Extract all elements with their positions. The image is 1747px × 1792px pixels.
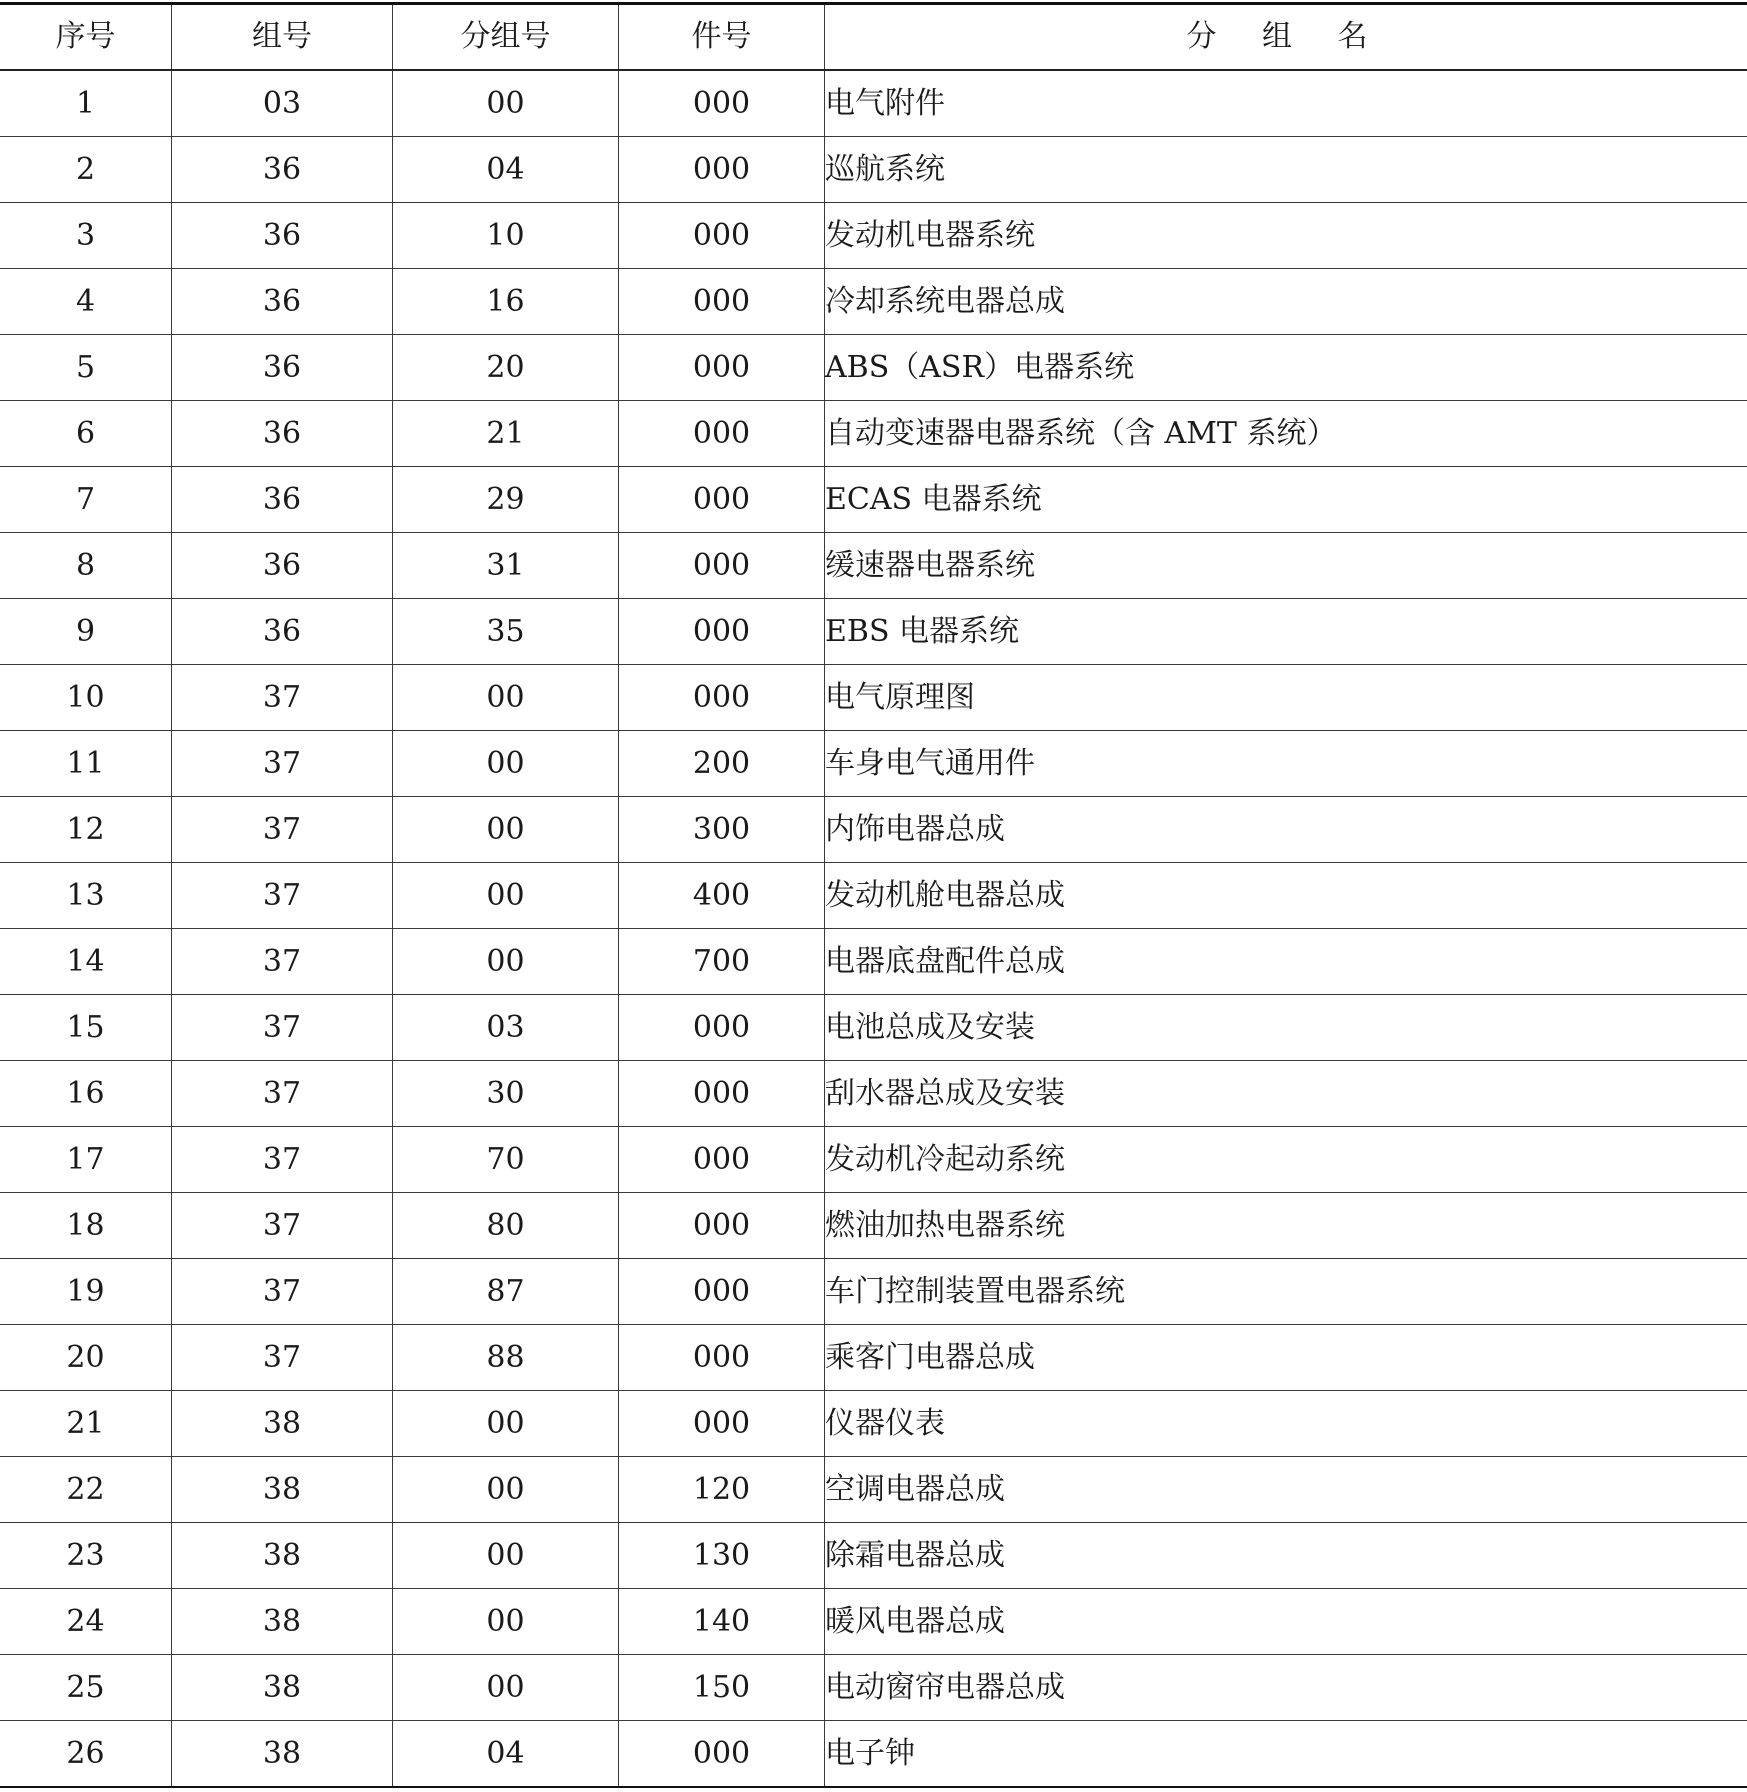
cell-subgroup: 16 (393, 269, 619, 335)
table-row (0, 269, 1747, 335)
cell-name: 冷却系统电器总成 (825, 269, 1747, 335)
table-row (0, 335, 1747, 401)
cell-part: 700 (619, 929, 825, 995)
cell-index: 20 (0, 1325, 172, 1391)
cell-part: 150 (619, 1655, 825, 1721)
cell-index: 17 (0, 1127, 172, 1193)
cell-name: ABS（ASR）电器系统 (825, 335, 1747, 401)
table-row (0, 731, 1747, 797)
cell-group: 37 (172, 1061, 393, 1127)
cell-index: 11 (0, 731, 172, 797)
cell-group: 37 (172, 797, 393, 863)
cell-name: 电动窗帘电器总成 (825, 1655, 1747, 1721)
cell-group: 37 (172, 1127, 393, 1193)
cell-part: 000 (619, 137, 825, 203)
cell-subgroup: 03 (393, 995, 619, 1061)
cell-part: 000 (619, 1721, 825, 1788)
table-body (0, 70, 1747, 1787)
cell-name: 刮水器总成及安装 (825, 1061, 1747, 1127)
cell-subgroup: 35 (393, 599, 619, 665)
cell-name: 巡航系统 (825, 137, 1747, 203)
cell-subgroup: 30 (393, 1061, 619, 1127)
cell-subgroup: 70 (393, 1127, 619, 1193)
cell-subgroup: 00 (393, 1655, 619, 1721)
cell-index: 2 (0, 137, 172, 203)
cell-part: 000 (619, 1325, 825, 1391)
cell-part: 000 (619, 533, 825, 599)
cell-subgroup: 21 (393, 401, 619, 467)
cell-group: 37 (172, 1193, 393, 1259)
cell-index: 13 (0, 863, 172, 929)
cell-group: 38 (172, 1391, 393, 1457)
cell-part: 000 (619, 995, 825, 1061)
table-row (0, 599, 1747, 665)
cell-index: 10 (0, 665, 172, 731)
cell-part: 400 (619, 863, 825, 929)
cell-part: 000 (619, 401, 825, 467)
cell-index: 9 (0, 599, 172, 665)
table-row (0, 1655, 1747, 1721)
cell-group: 37 (172, 1259, 393, 1325)
cell-name: 电池总成及安装 (825, 995, 1747, 1061)
cell-group: 03 (172, 70, 393, 137)
cell-part: 300 (619, 797, 825, 863)
cell-index: 23 (0, 1523, 172, 1589)
cell-group: 37 (172, 731, 393, 797)
cell-part: 130 (619, 1523, 825, 1589)
cell-name: 空调电器总成 (825, 1457, 1747, 1523)
cell-part: 120 (619, 1457, 825, 1523)
header-subgroup: 分组号 (393, 4, 619, 71)
table-row (0, 995, 1747, 1061)
cell-name: 发动机舱电器总成 (825, 863, 1747, 929)
cell-name: 电子钟 (825, 1721, 1747, 1788)
header-part: 件号 (619, 4, 825, 71)
cell-part: 000 (619, 665, 825, 731)
cell-subgroup: 80 (393, 1193, 619, 1259)
cell-name: 燃油加热电器系统 (825, 1193, 1747, 1259)
table-row (0, 1589, 1747, 1655)
cell-group: 36 (172, 467, 393, 533)
cell-group: 37 (172, 929, 393, 995)
cell-name: 缓速器电器系统 (825, 533, 1747, 599)
cell-name: 电气附件 (825, 70, 1747, 137)
table-row (0, 929, 1747, 995)
cell-index: 15 (0, 995, 172, 1061)
table-row (0, 1457, 1747, 1523)
cell-index: 16 (0, 1061, 172, 1127)
table-row (0, 1259, 1747, 1325)
cell-group: 37 (172, 995, 393, 1061)
cell-group: 38 (172, 1721, 393, 1788)
parts-group-table (0, 2, 1747, 1788)
cell-index: 7 (0, 467, 172, 533)
cell-group: 36 (172, 203, 393, 269)
cell-name: 车门控制装置电器系统 (825, 1259, 1747, 1325)
cell-part: 140 (619, 1589, 825, 1655)
table-row (0, 797, 1747, 863)
cell-part: 200 (619, 731, 825, 797)
cell-name: 发动机电器系统 (825, 203, 1747, 269)
cell-index: 19 (0, 1259, 172, 1325)
cell-part: 000 (619, 599, 825, 665)
cell-subgroup: 10 (393, 203, 619, 269)
cell-index: 1 (0, 70, 172, 137)
cell-part: 000 (619, 335, 825, 401)
cell-subgroup: 04 (393, 137, 619, 203)
table-header (0, 4, 1747, 71)
cell-name: EBS 电器系统 (825, 599, 1747, 665)
header-index: 序号 (0, 4, 172, 71)
cell-index: 18 (0, 1193, 172, 1259)
cell-index: 14 (0, 929, 172, 995)
cell-part: 000 (619, 1127, 825, 1193)
cell-group: 38 (172, 1523, 393, 1589)
cell-subgroup: 04 (393, 1721, 619, 1788)
cell-index: 24 (0, 1589, 172, 1655)
cell-name: 发动机冷起动系统 (825, 1127, 1747, 1193)
cell-index: 26 (0, 1721, 172, 1788)
table-row (0, 1193, 1747, 1259)
cell-index: 21 (0, 1391, 172, 1457)
table-row (0, 1391, 1747, 1457)
cell-subgroup: 20 (393, 335, 619, 401)
table-row (0, 1325, 1747, 1391)
cell-name: 电器底盘配件总成 (825, 929, 1747, 995)
cell-subgroup: 29 (393, 467, 619, 533)
cell-part: 000 (619, 1391, 825, 1457)
cell-name: 自动变速器电器系统（含 AMT 系统） (825, 401, 1747, 467)
cell-name: 车身电气通用件 (825, 731, 1747, 797)
cell-part: 000 (619, 269, 825, 335)
cell-index: 3 (0, 203, 172, 269)
table-row (0, 863, 1747, 929)
cell-index: 4 (0, 269, 172, 335)
cell-group: 36 (172, 533, 393, 599)
cell-part: 000 (619, 1259, 825, 1325)
cell-subgroup: 00 (393, 665, 619, 731)
cell-group: 38 (172, 1655, 393, 1721)
table-row (0, 467, 1747, 533)
cell-group: 37 (172, 665, 393, 731)
table-row (0, 137, 1747, 203)
table-row (0, 203, 1747, 269)
cell-index: 25 (0, 1655, 172, 1721)
cell-group: 37 (172, 863, 393, 929)
cell-group: 36 (172, 599, 393, 665)
cell-name: 内饰电器总成 (825, 797, 1747, 863)
cell-group: 38 (172, 1457, 393, 1523)
cell-subgroup: 00 (393, 1589, 619, 1655)
cell-part: 000 (619, 1193, 825, 1259)
cell-group: 37 (172, 1325, 393, 1391)
cell-group: 36 (172, 137, 393, 203)
cell-index: 6 (0, 401, 172, 467)
table-row (0, 1061, 1747, 1127)
cell-index: 5 (0, 335, 172, 401)
table-row (0, 665, 1747, 731)
header-name: 分 组 名 (825, 4, 1747, 71)
table-row (0, 1721, 1747, 1788)
cell-name: 除霜电器总成 (825, 1523, 1747, 1589)
cell-index: 12 (0, 797, 172, 863)
cell-group: 36 (172, 335, 393, 401)
cell-subgroup: 00 (393, 1457, 619, 1523)
cell-group: 38 (172, 1589, 393, 1655)
cell-subgroup: 31 (393, 533, 619, 599)
cell-subgroup: 00 (393, 863, 619, 929)
cell-part: 000 (619, 467, 825, 533)
cell-part: 000 (619, 203, 825, 269)
cell-subgroup: 00 (393, 1523, 619, 1589)
cell-name: 电气原理图 (825, 665, 1747, 731)
header-group: 组号 (172, 4, 393, 71)
cell-group: 36 (172, 401, 393, 467)
cell-subgroup: 00 (393, 731, 619, 797)
cell-subgroup: 88 (393, 1325, 619, 1391)
cell-subgroup: 00 (393, 70, 619, 137)
cell-part: 000 (619, 70, 825, 137)
cell-name: 仪器仪表 (825, 1391, 1747, 1457)
cell-name: 暖风电器总成 (825, 1589, 1747, 1655)
cell-subgroup: 00 (393, 1391, 619, 1457)
cell-subgroup: 87 (393, 1259, 619, 1325)
cell-name: ECAS 电器系统 (825, 467, 1747, 533)
cell-subgroup: 00 (393, 797, 619, 863)
cell-group: 36 (172, 269, 393, 335)
cell-index: 8 (0, 533, 172, 599)
table-row (0, 1523, 1747, 1589)
header-row (0, 4, 1747, 71)
cell-part: 000 (619, 1061, 825, 1127)
table-row (0, 1127, 1747, 1193)
table-row (0, 533, 1747, 599)
table-row (0, 401, 1747, 467)
cell-name: 乘客门电器总成 (825, 1325, 1747, 1391)
table-row (0, 70, 1747, 137)
cell-subgroup: 00 (393, 929, 619, 995)
cell-index: 22 (0, 1457, 172, 1523)
